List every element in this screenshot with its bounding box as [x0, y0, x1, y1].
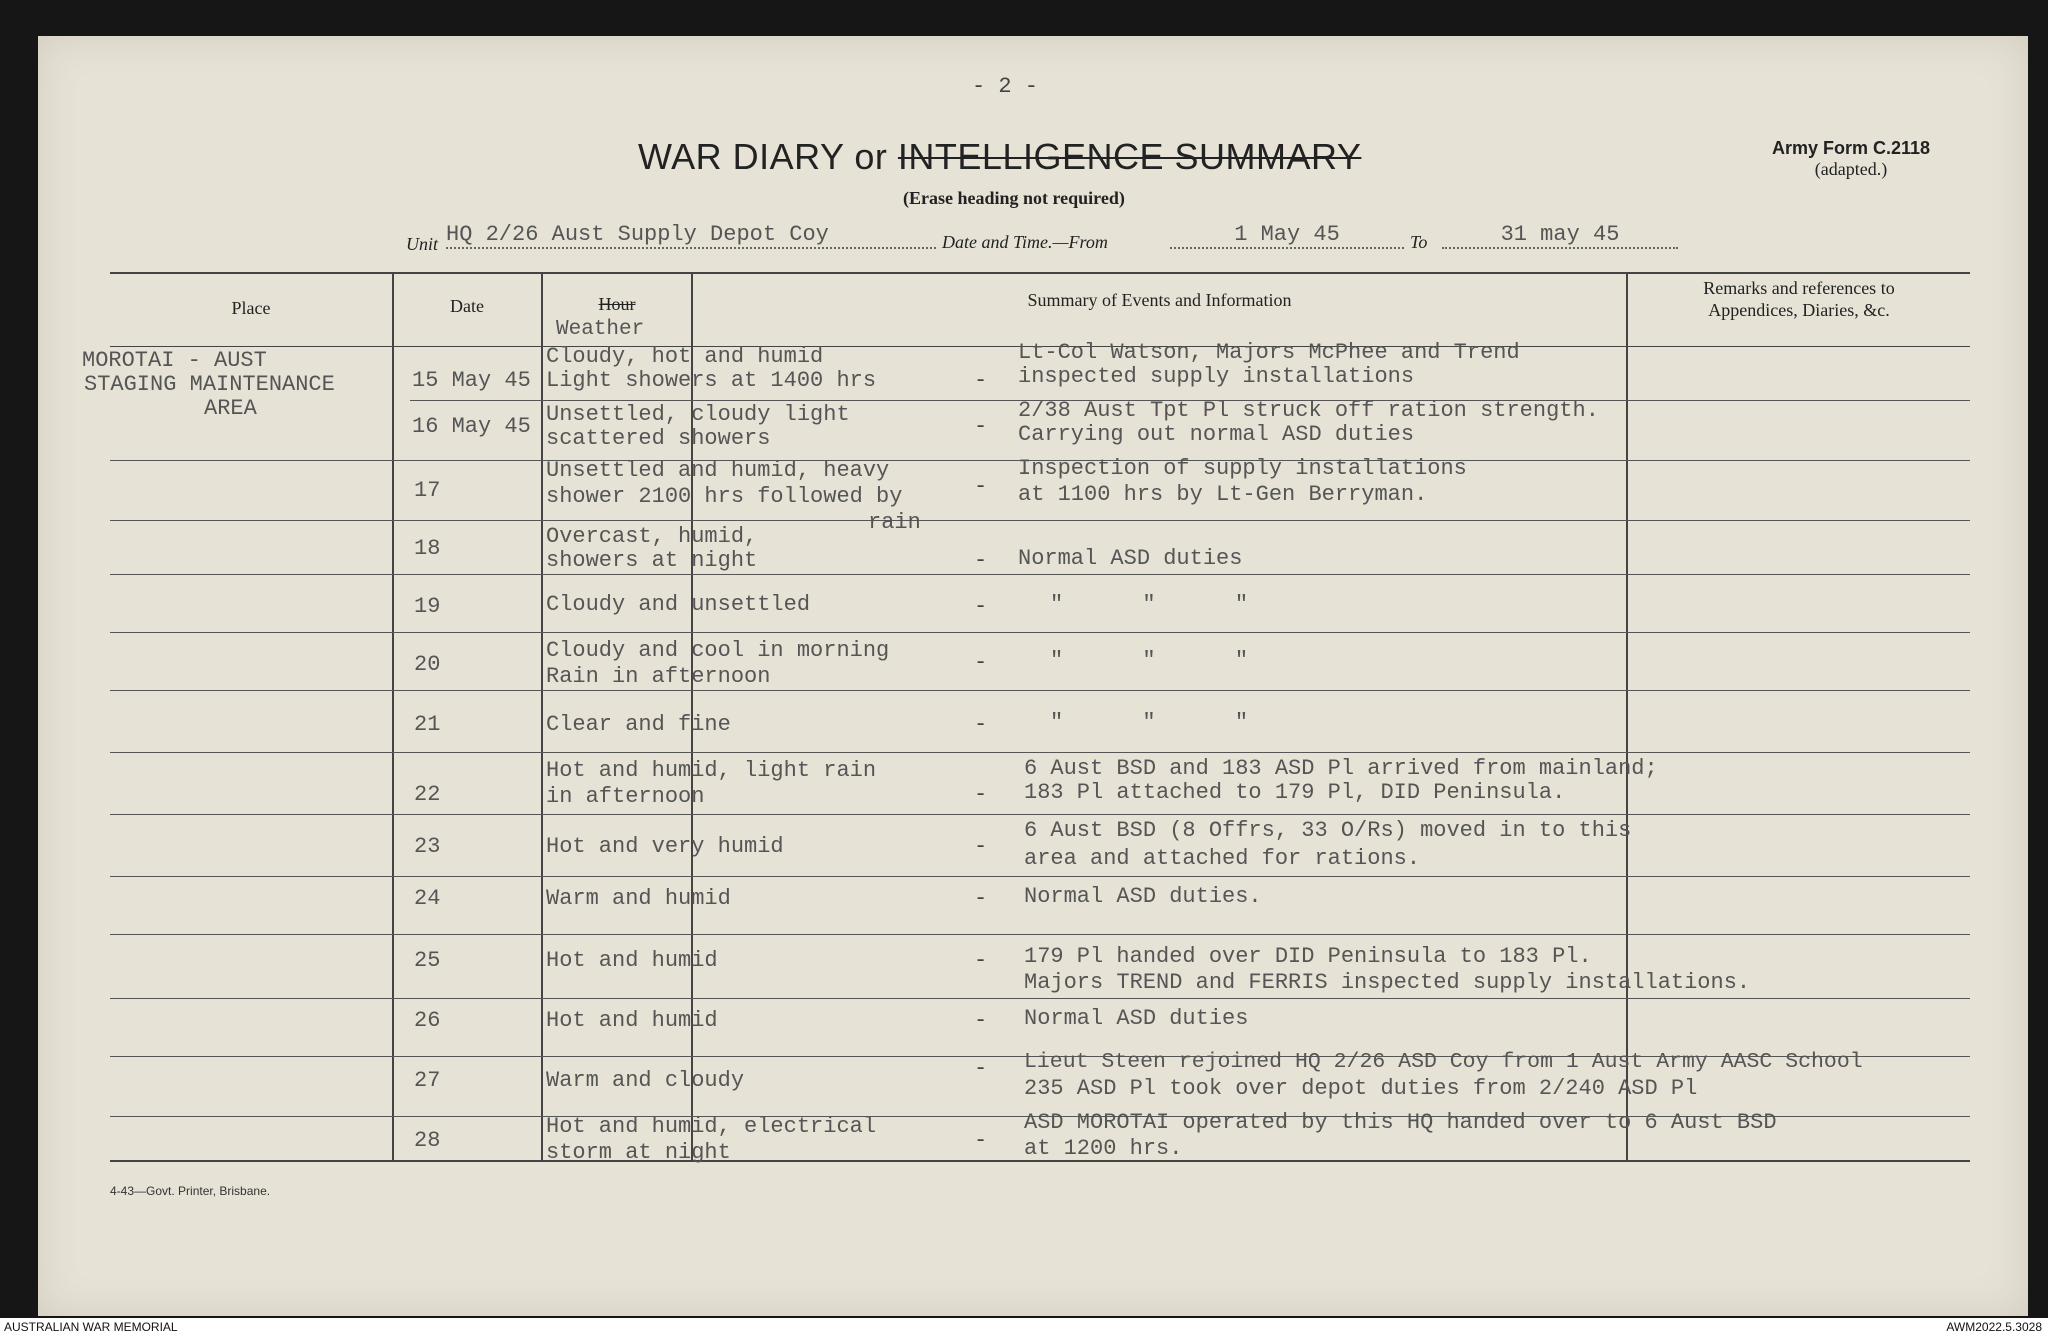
- row-summary-line: Carrying out normal ASD duties: [1018, 422, 1415, 447]
- row-weather-line: Hot and humid, electrical: [546, 1114, 877, 1139]
- row-dash: -: [974, 886, 988, 911]
- header-remarks-2: Appendices, Diaries, &c.: [1708, 300, 1890, 320]
- row-summary-line: area and attached for rations.: [1024, 846, 1421, 871]
- row-date: 25: [414, 948, 441, 973]
- row-weather-line: Overcast, humid,: [546, 524, 758, 549]
- row-date: 26: [414, 1008, 441, 1033]
- date-from: 1 May 45: [1170, 222, 1404, 249]
- row-date: 18: [414, 536, 441, 561]
- page-title: [638, 136, 1361, 178]
- row-weather-line: Unsettled and humid, heavy: [546, 458, 890, 483]
- row-weather-line: Warm and cloudy: [546, 1068, 745, 1093]
- row-summary-line: Inspection of supply installations: [1018, 456, 1467, 481]
- row-summary-ditto: " " ": [1050, 592, 1249, 617]
- row-dash: -: [974, 414, 988, 439]
- printer-imprint: 4-43—Govt. Printer, Brisbane.: [110, 1184, 271, 1198]
- row-summary-line: Lt-Col Watson, Majors McPhee and Trend: [1018, 340, 1520, 365]
- title-struck: INTELLIGENCE SUMMARY: [897, 136, 1362, 177]
- col-divider-date: [541, 272, 543, 1162]
- row-rule: [110, 690, 1970, 691]
- row-date: 24: [414, 886, 441, 911]
- header-weather: Weather: [556, 318, 645, 341]
- row-weather-line: Cloudy and cool in morning: [546, 638, 890, 663]
- row-rule: [110, 752, 1970, 753]
- row-summary-line: 179 Pl handed over DID Peninsula to 183 Pl.: [1024, 944, 1592, 969]
- unit-value: HQ 2/26 Aust Supply Depot Coy: [446, 222, 936, 249]
- row-summary-line: at 1100 hrs by Lt-Gen Berryman.: [1018, 482, 1428, 507]
- row-summary-line: 235 ASD Pl took over depot duties from 2/240 ASD Pl: [1024, 1076, 1698, 1101]
- unit-label: Unit: [406, 234, 439, 254]
- row-summary-line: Majors TREND and FERRIS inspected supply installations.: [1024, 970, 1751, 995]
- row-dash: -: [974, 368, 988, 393]
- table-top-rule: [110, 272, 1970, 274]
- row-summary-line: inspected supply installations: [1018, 364, 1415, 389]
- row-weather-line: Hot and very humid: [546, 834, 784, 859]
- row-date: 27: [414, 1068, 441, 1093]
- army-form-number: Army Form C.2118: [1772, 138, 1931, 158]
- row-weather-line: Light showers at 1400 hrs: [546, 368, 877, 393]
- header-remarks-1: Remarks and references to: [1703, 278, 1895, 298]
- row-weather-line: rain: [868, 510, 921, 535]
- row-dash: -: [974, 712, 988, 737]
- row-summary-line: 2/38 Aust Tpt Pl struck off ration strength.: [1018, 398, 1599, 423]
- row-dash: -: [974, 650, 988, 675]
- row-rule: [110, 998, 1970, 999]
- row-weather-line: Hot and humid: [546, 1008, 718, 1033]
- row-dash: -: [974, 548, 988, 573]
- archive-caption-bar: [0, 1318, 2048, 1336]
- header-date: Date: [450, 296, 484, 316]
- row-weather-line: Unsettled, cloudy light: [546, 402, 850, 427]
- row-summary-line: ASD MOROTAI operated by this HQ handed over to 6 Aust BSD: [1024, 1110, 1777, 1135]
- row-weather-line: showers at night: [546, 548, 758, 573]
- row-summary-line: Lieut Steen rejoined HQ 2/26 ASD Coy from 1 Aust Army AASC School: [1024, 1050, 1863, 1074]
- row-rule: [110, 574, 1970, 575]
- row-weather-line: Rain in afternoon: [546, 664, 771, 689]
- row-rule: [110, 876, 1970, 877]
- army-form-label: [1772, 138, 1930, 180]
- row-weather-line: Cloudy and unsettled: [546, 592, 811, 617]
- row-date: 20: [414, 652, 441, 677]
- row-dash: -: [974, 1056, 988, 1081]
- row-weather-line: storm at night: [546, 1140, 731, 1165]
- row-dash: -: [974, 1008, 988, 1033]
- to-label: To: [1410, 232, 1428, 252]
- row-weather-line: Warm and humid: [546, 886, 731, 911]
- row-weather-line: Hot and humid: [546, 948, 718, 973]
- row-summary-line: 6 Aust BSD (8 Offrs, 33 O/Rs) moved in to this: [1024, 818, 1632, 843]
- row-weather-line: scattered showers: [546, 426, 771, 451]
- date-time-label: Date and Time.—From: [942, 232, 1108, 252]
- caption-accession: AWM2022.5.3028: [1946, 1320, 2042, 1334]
- row-rule: [110, 632, 1970, 633]
- col-divider-place: [392, 272, 394, 1162]
- place-line-1: MOROTAI - AUST: [82, 348, 267, 373]
- row-summary-line: 183 Pl attached to 179 Pl, DID Peninsula.: [1024, 780, 1566, 805]
- row-date: 23: [414, 834, 441, 859]
- erase-note: (Erase heading not required): [903, 188, 1125, 208]
- row-weather-line: Clear and fine: [546, 712, 731, 737]
- title-or: or: [854, 136, 888, 177]
- row-rule: [110, 520, 1970, 521]
- row-date: 16 May 45: [412, 414, 531, 439]
- header-place: Place: [231, 298, 271, 318]
- row-rule: [110, 934, 1970, 935]
- row-date: 15 May 45: [412, 368, 531, 393]
- row-date: 17: [414, 478, 441, 503]
- row-dash: -: [974, 782, 988, 807]
- army-form-adapted: (adapted.): [1814, 159, 1888, 179]
- row-summary-ditto: " " ": [1050, 648, 1249, 673]
- row-summary-line: Normal ASD duties.: [1024, 884, 1262, 909]
- row-rule: [110, 814, 1970, 815]
- row-date: 28: [414, 1128, 441, 1153]
- row-weather-line: Cloudy, hot and humid: [546, 344, 824, 369]
- row-weather-line: in afternoon: [546, 784, 705, 809]
- caption-source: AUSTRALIAN WAR MEMORIAL: [4, 1320, 178, 1334]
- row-weather-line: Hot and humid, light rain: [546, 758, 877, 783]
- row-dash: -: [974, 594, 988, 619]
- place-line-3: AREA: [204, 396, 257, 421]
- row-dash: -: [974, 834, 988, 859]
- row-date: 19: [414, 594, 441, 619]
- col-divider-summary: [1626, 272, 1628, 1162]
- row-dash: -: [974, 1128, 988, 1153]
- place-line-2: STAGING MAINTENANCE: [84, 372, 335, 397]
- title-war-diary: WAR DIARY: [638, 136, 844, 177]
- header-summary: Summary of Events and Information: [1027, 290, 1292, 310]
- row-dash: -: [974, 948, 988, 973]
- row-dash: -: [974, 474, 988, 499]
- row-summary-ditto: " " ": [1050, 710, 1249, 735]
- date-to: 31 may 45: [1442, 222, 1678, 249]
- row-summary-line: at 1200 hrs.: [1024, 1136, 1183, 1161]
- row-date: 21: [414, 712, 441, 737]
- header-hour: Hour: [598, 294, 636, 314]
- row-summary-line: 6 Aust BSD and 183 ASD Pl arrived from mainland;: [1024, 756, 1658, 781]
- row-summary-line: Normal ASD duties: [1024, 1006, 1249, 1031]
- row-summary-line: Normal ASD duties: [1018, 546, 1243, 571]
- row-date: 22: [414, 782, 441, 807]
- row-weather-line: shower 2100 hrs followed by: [546, 484, 903, 509]
- page-number: - 2 -: [972, 74, 1039, 99]
